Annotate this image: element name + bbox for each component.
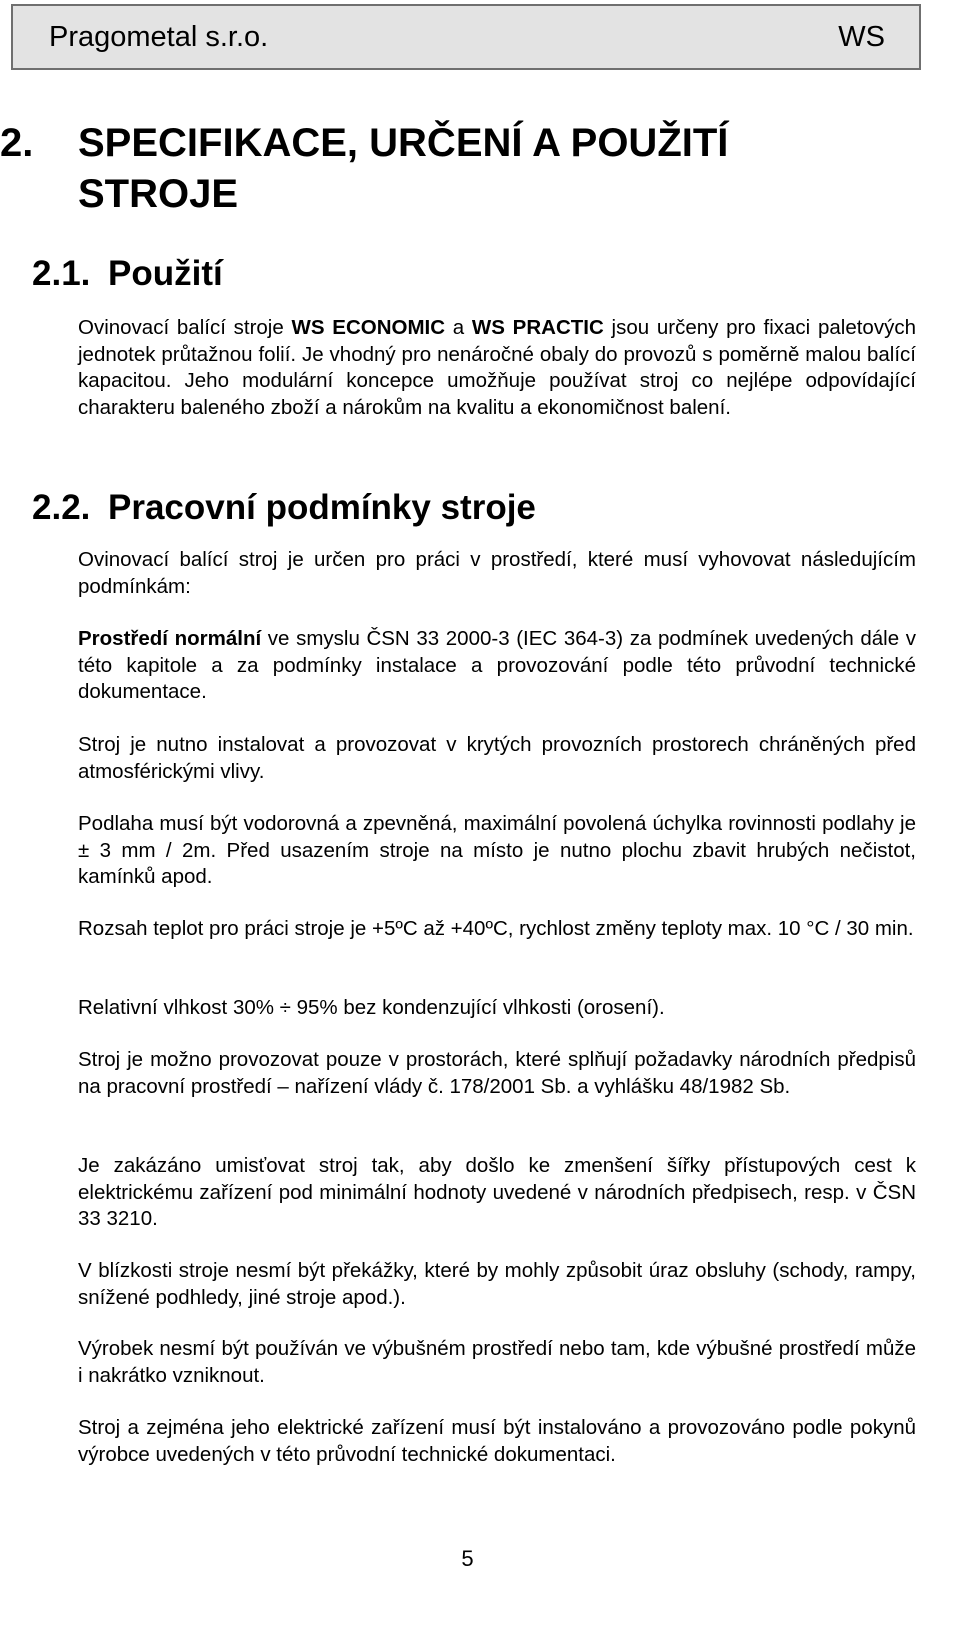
page-number: 5 [461,1546,474,1571]
page-header [11,4,921,70]
text-run: a [445,316,472,339]
model-name: WS PRACTIC [471,316,604,339]
paragraph-floor: Podlaha musí být vodorovná a zpevněná, maximální povolená úchylka rovinnosti podlahy je ± 3 mm / 2m. Před usazením stroje na místo je nutno plochu zbavit hrubých nečistot, kamínků apod. [78,812,916,888]
document-code: WS [838,21,885,53]
company-name: Pragometal s.r.o. [49,21,269,53]
paragraph-conditions-intro: Ovinovací balící stroj je určen pro práci v prostředí, které musí vyhovovat následujícím podmínkám: [78,548,916,598]
section-number: 2. [0,121,34,165]
paragraph-access-paths: Je zakázáno umisťovat stroj tak, aby došlo ke zmenšení šířky přístupových cest k elektrickému zařízení pod minimální hodnoty uvedené v národních předpisech, resp. v ČSN 33 3210. [78,1154,916,1230]
paragraph-temperature: Rozsah teplot pro práci stroje je +5ºC až +40ºC, rychlost změny teploty max. 10 °C / 30 min. [78,917,914,940]
subsection-number: 2.1. [32,254,91,293]
paragraph-regulations: Stroj je možno provozovat pouze v prostorách, které splňují požadavky národních předpisů na pracovní prostředí – nařízení vlády č. 178/2001 Sb. a vyhlášku 48/1982 Sb. [78,1048,916,1098]
paragraph-humidity: Relativní vlhkost 30% ÷ 95% bez kondenzující vlhkosti (orosení). [78,996,665,1019]
subsection-title: Použití [108,254,223,293]
subsection-heading-2-1 [32,254,223,294]
text-run: ve smyslu ČSN 33 2000-3 (IEC 364-3) za podmínek uvedených dále v této kapitole a za podmínky instalace a provozování podle této průvodní technické dokumentace. [78,627,916,703]
section-title: SPECIFIKACE, URČENÍ A POUŽITÍ STROJE [78,121,729,216]
paragraph-explosive: Výrobek nesmí být používán ve výbušném prostředí nebo tam, kde výbušné prostředí může i nakrátko vzniknout. [78,1337,916,1387]
text-run: Ovinovací balící stroje [78,316,292,339]
paragraph-environment [78,626,916,706]
paragraph-manufacturer: Stroj a zejména jeho elektrické zařízení musí být instalováno a provozováno podle pokynů výrobce uvedených v této průvodní technické dokumentaci. [78,1416,916,1466]
subsection-title: Pracovní podmínky stroje [108,488,536,527]
text-run: jsou určeny pro fixaci paletových jednotek průtažnou folií. Je vhodný pro nenáročné obaly do provozů s poměrně malou balící kapacitou. Jeho modulární koncepce umožňuje používat stroj co nejlépe odpovídající charakteru baleného zboží a nárokům na kvalitu a ekonomičnost balení. [78,316,916,419]
bold-term: Prostředí normální [78,627,262,650]
model-name: WS ECONOMIC [291,316,446,339]
paragraph-usage [78,315,916,421]
subsection-heading-2-2 [32,488,536,528]
paragraph-obstacles: V blízkosti stroje nesmí být překážky, které by mohly způsobit úraz obsluhy (schody, rampy, snížené podhledy, jiné stroje apod.). [78,1259,916,1309]
subsection-number: 2.2. [32,488,91,527]
paragraph-installation: Stroj je nutno instalovat a provozovat v krytých provozních prostorech chráněných před atmosférickými vlivy. [78,733,916,783]
